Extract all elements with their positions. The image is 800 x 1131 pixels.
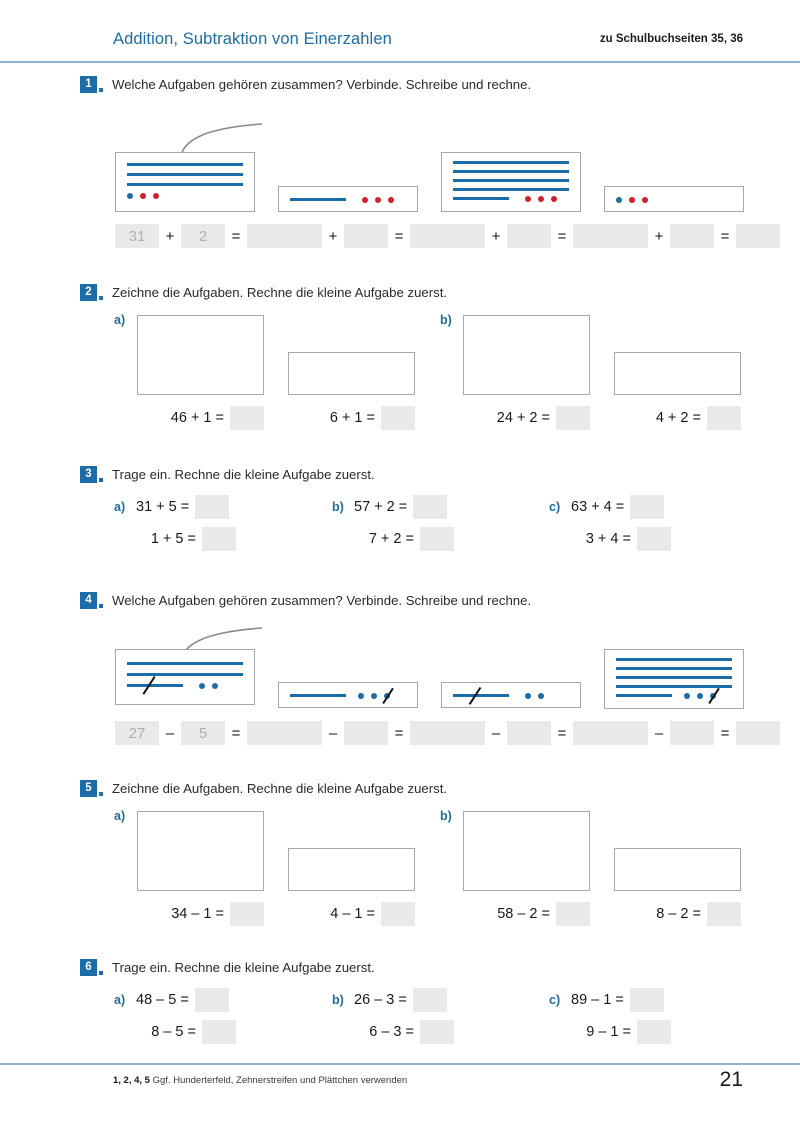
- equation-small: [354, 1020, 454, 1044]
- unit-dot-blue: [616, 197, 622, 203]
- exercise-3-bullet-dot: [99, 478, 103, 482]
- ten-line-short: [290, 198, 346, 201]
- equals-symbol: =: [231, 227, 241, 245]
- footer-note-text: Ggf. Hunderterfeld, Zehnerstreifen und Plättchen verwenden: [152, 1075, 408, 1086]
- ten-line: [616, 676, 732, 679]
- operator-symbol: –: [328, 724, 338, 742]
- operand-b-slot[interactable]: [507, 721, 551, 745]
- equation-text: 48 – 5 =: [136, 992, 189, 1008]
- equation-big: [463, 406, 590, 430]
- equation-text: 46 + 1 =: [170, 410, 224, 426]
- ten-line: [127, 673, 243, 676]
- ten-line-short: [290, 694, 346, 697]
- exercise-5-bullet-dot: [99, 792, 103, 796]
- operand-a-slot[interactable]: [441, 224, 485, 248]
- exercise-1-bullet-dot: [99, 88, 103, 92]
- ten-strip-card: [604, 186, 744, 212]
- exercise-2-bullet-dot: [99, 296, 103, 300]
- equation-big: [463, 902, 590, 926]
- unit-dot-blue: [127, 193, 133, 199]
- equation-big: [571, 988, 671, 1012]
- ten-strip-card: [115, 152, 255, 212]
- operand-b-slot[interactable]: [507, 224, 551, 248]
- operand-b-slot[interactable]: [670, 224, 714, 248]
- equation-small: [614, 902, 741, 926]
- equation-text: 58 – 2 =: [497, 906, 550, 922]
- exercise-2-instruction: Zeichne die Aufgaben. Rechne die kleine Aufgabe zuerst.: [112, 285, 448, 300]
- part-label-a: a): [114, 313, 126, 327]
- ten-line: [616, 685, 732, 688]
- header-divider: [0, 61, 800, 63]
- part-label-a: a): [114, 809, 126, 823]
- equation-text: 63 + 4 =: [571, 499, 625, 515]
- equation-text: 8 – 2 =: [656, 906, 701, 922]
- unit-dot-red: [153, 193, 159, 199]
- operand-b-slot[interactable]: [344, 224, 388, 248]
- ten-strip-card: [441, 152, 581, 212]
- answer-box[interactable]: [195, 495, 229, 519]
- unit-dot-red: [629, 197, 635, 203]
- answer-box[interactable]: [707, 902, 741, 926]
- answer-row: [278, 721, 454, 745]
- answer-box[interactable]: [707, 406, 741, 430]
- equation-text: 4 + 2 =: [655, 410, 701, 426]
- ten-strip-card: [604, 649, 744, 709]
- equals-symbol: =: [557, 724, 567, 742]
- operand-a-slot[interactable]: [278, 721, 322, 745]
- ten-line: [453, 170, 569, 173]
- drawing-area-big[interactable]: [463, 811, 590, 891]
- operator-symbol: +: [654, 227, 664, 245]
- ten-line-short: [453, 694, 509, 697]
- footer-divider: [0, 1063, 800, 1065]
- ten-line-short: [616, 694, 672, 697]
- equation-text: 9 – 1 =: [586, 1024, 631, 1040]
- answer-box[interactable]: [413, 495, 447, 519]
- ten-strip-card: [115, 649, 255, 705]
- unit-dot-blue: [525, 693, 531, 699]
- equation-big: [136, 495, 236, 519]
- ten-strip-card: [278, 186, 418, 212]
- footer-note: [113, 1075, 407, 1086]
- equation-small: [136, 527, 236, 551]
- answer-box[interactable]: [420, 527, 454, 551]
- operand-a-slot[interactable]: [441, 721, 485, 745]
- equation-text: 6 + 1 =: [329, 410, 375, 426]
- footer-note-exercises: 1, 2, 4, 5: [113, 1075, 150, 1086]
- equals-symbol: =: [720, 227, 730, 245]
- operand-b-slot[interactable]: 2: [181, 224, 225, 248]
- equals-symbol: =: [394, 227, 404, 245]
- answer-row: [441, 224, 617, 248]
- drawing-area-small[interactable]: [614, 848, 741, 891]
- operator-symbol: –: [165, 724, 175, 742]
- unit-dot-red: [551, 196, 557, 202]
- unit-dot-blue: [212, 683, 218, 689]
- exercise-6-instruction: Trage ein. Rechne die kleine Aufgabe zuerst.: [112, 960, 375, 975]
- equation-text: 4 – 1 =: [330, 906, 375, 922]
- unit-dot-blue: [358, 693, 364, 699]
- page-title: Addition, Subtraktion von Einerzahlen: [113, 30, 392, 48]
- result-slot[interactable]: [736, 224, 780, 248]
- ten-strip-card: [278, 682, 418, 708]
- drawing-area-small[interactable]: [288, 352, 415, 395]
- ten-line: [616, 658, 732, 661]
- ten-line-short: [127, 684, 183, 687]
- unit-dot-red: [642, 197, 648, 203]
- part-label-b: b): [332, 500, 344, 514]
- operand-a-slot[interactable]: [278, 224, 322, 248]
- answer-row: [115, 224, 291, 248]
- ten-line: [453, 188, 569, 191]
- ten-line: [127, 662, 243, 665]
- equation-small: [354, 527, 454, 551]
- equation-big: [354, 495, 454, 519]
- result-slot[interactable]: [736, 721, 780, 745]
- operand-a-slot[interactable]: 27: [115, 721, 159, 745]
- part-label-a: a): [114, 500, 126, 514]
- equation-big: [136, 988, 236, 1012]
- unit-dot-red: [525, 196, 531, 202]
- exercise-3-instruction: Trage ein. Rechne die kleine Aufgabe zuerst.: [112, 467, 375, 482]
- unit-dot-blue: [371, 693, 377, 699]
- drawing-area-big[interactable]: [463, 315, 590, 395]
- part-label-c: c): [549, 993, 561, 1007]
- ten-line: [127, 173, 243, 176]
- drawing-area-small[interactable]: [614, 352, 741, 395]
- operator-symbol: –: [491, 724, 501, 742]
- answer-box[interactable]: [556, 406, 590, 430]
- answer-box[interactable]: [413, 988, 447, 1012]
- unit-dot-blue: [199, 683, 205, 689]
- equation-text: 24 + 2 =: [496, 410, 550, 426]
- answer-box[interactable]: [630, 988, 664, 1012]
- answer-box[interactable]: [630, 495, 664, 519]
- unit-dot-blue: [538, 693, 544, 699]
- answer-box[interactable]: [230, 902, 264, 926]
- answer-box[interactable]: [381, 406, 415, 430]
- operand-b-slot[interactable]: [670, 721, 714, 745]
- exercise-4-bullet-dot: [99, 604, 103, 608]
- unit-dot-blue: [697, 693, 703, 699]
- ten-line: [127, 163, 243, 166]
- equation-text: 1 + 5 =: [150, 531, 196, 547]
- unit-dot-red: [538, 196, 544, 202]
- equation-text: 6 – 3 =: [369, 1024, 414, 1040]
- equation-text: 3 + 4 =: [585, 531, 631, 547]
- equation-text: 8 – 5 =: [151, 1024, 196, 1040]
- equation-small: [614, 406, 741, 430]
- exercise-5-number: 5: [80, 780, 97, 797]
- unit-dot-red: [388, 197, 394, 203]
- answer-row: [115, 721, 291, 745]
- exercise-2-number: 2: [80, 284, 97, 301]
- exercise-4-number: 4: [80, 592, 97, 609]
- operand-b-slot[interactable]: 5: [181, 721, 225, 745]
- equation-small: [288, 406, 415, 430]
- part-label-c: c): [549, 500, 561, 514]
- equation-small: [571, 527, 671, 551]
- schoolbook-reference: zu Schulbuchseiten 35, 36: [599, 33, 743, 45]
- answer-row: [278, 224, 454, 248]
- operand-a-slot[interactable]: [604, 224, 648, 248]
- unit-dot-red: [375, 197, 381, 203]
- unit-dot-blue: [684, 693, 690, 699]
- equation-text: 26 – 3 =: [354, 992, 407, 1008]
- answer-box[interactable]: [556, 902, 590, 926]
- ten-line: [453, 161, 569, 164]
- part-label-b: b): [332, 993, 344, 1007]
- equals-symbol: =: [394, 724, 404, 742]
- equation-text: 57 + 2 =: [354, 499, 408, 515]
- operand-a-slot[interactable]: [604, 721, 648, 745]
- unit-dot-red: [140, 193, 146, 199]
- equation-small: [136, 1020, 236, 1044]
- ten-line: [616, 667, 732, 670]
- equation-big: [137, 902, 264, 926]
- unit-dot-red: [362, 197, 368, 203]
- answer-box[interactable]: [637, 1020, 671, 1044]
- answer-box[interactable]: [195, 988, 229, 1012]
- exercise-1-instruction: Welche Aufgaben gehören zusammen? Verbinde. Schreibe und rechne.: [112, 77, 532, 92]
- exercise-6-number: 6: [80, 959, 97, 976]
- page-number: 21: [719, 1068, 743, 1091]
- exercise-3-number: 3: [80, 466, 97, 483]
- equals-symbol: =: [231, 724, 241, 742]
- operator-symbol: +: [491, 227, 501, 245]
- drawing-area-big[interactable]: [137, 811, 264, 891]
- answer-box[interactable]: [230, 406, 264, 430]
- part-label-b: b): [440, 313, 452, 327]
- answer-box[interactable]: [202, 1020, 236, 1044]
- answer-box[interactable]: [202, 527, 236, 551]
- equation-small: [571, 1020, 671, 1044]
- operator-symbol: +: [165, 227, 175, 245]
- exercise-1-number: 1: [80, 76, 97, 93]
- operand-b-slot[interactable]: [344, 721, 388, 745]
- operator-symbol: +: [328, 227, 338, 245]
- ten-strip-card: [441, 682, 581, 708]
- equation-small: [288, 902, 415, 926]
- answer-box[interactable]: [420, 1020, 454, 1044]
- equation-text: 7 + 2 =: [368, 531, 414, 547]
- equals-symbol: =: [720, 724, 730, 742]
- equation-text: 34 – 1 =: [171, 906, 224, 922]
- answer-row: [604, 224, 780, 248]
- answer-box[interactable]: [381, 902, 415, 926]
- exercise-6-bullet-dot: [99, 971, 103, 975]
- ten-line: [453, 179, 569, 182]
- page-header: [0, 0, 800, 62]
- equation-big: [354, 988, 454, 1012]
- answer-row: [441, 721, 617, 745]
- equation-text: 31 + 5 =: [136, 499, 190, 515]
- part-label-b: b): [440, 809, 452, 823]
- operator-symbol: –: [654, 724, 664, 742]
- equation-text: 89 – 1 =: [571, 992, 624, 1008]
- equation-big: [137, 406, 264, 430]
- answer-box[interactable]: [637, 527, 671, 551]
- exercise-4-instruction: Welche Aufgaben gehören zusammen? Verbinde. Schreibe und rechne.: [112, 593, 532, 608]
- operand-a-slot[interactable]: 31: [115, 224, 159, 248]
- ten-line-short: [453, 197, 509, 200]
- ten-line: [127, 183, 243, 186]
- drawing-area-big[interactable]: [137, 315, 264, 395]
- exercise-5-instruction: Zeichne die Aufgaben. Rechne die kleine Aufgabe zuerst.: [112, 781, 448, 796]
- part-label-a: a): [114, 993, 126, 1007]
- drawing-area-small[interactable]: [288, 848, 415, 891]
- answer-row: [604, 721, 780, 745]
- equals-symbol: =: [557, 227, 567, 245]
- equation-big: [571, 495, 671, 519]
